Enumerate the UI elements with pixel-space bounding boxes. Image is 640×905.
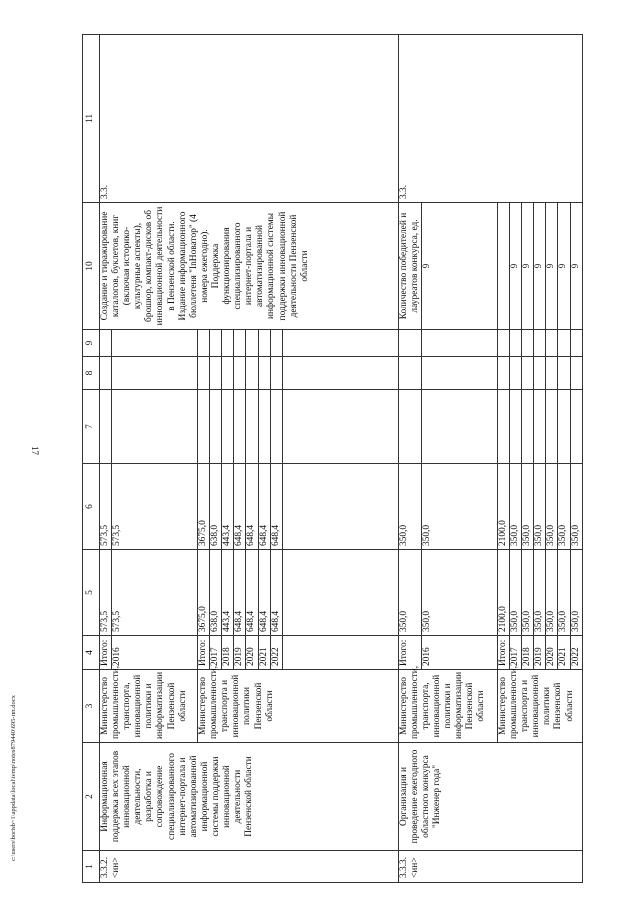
value-cell: 350,0 bbox=[522, 550, 534, 636]
item-name: Организация и проведение ежегодного областного конкурса "Инженер года" bbox=[398, 743, 582, 851]
empty-cell bbox=[210, 357, 222, 390]
indicator-value: 9 bbox=[421, 203, 497, 330]
header-cell: 4 bbox=[83, 636, 100, 670]
value-cell: 350,0 bbox=[398, 464, 421, 550]
page-number: 17 bbox=[30, 446, 40, 455]
year-cell: 2022 bbox=[270, 636, 282, 670]
empty-cell bbox=[421, 357, 497, 390]
empty-cell bbox=[282, 390, 398, 464]
empty-cell bbox=[546, 357, 558, 390]
empty-cell bbox=[112, 330, 198, 357]
value-cell: 350,0 bbox=[421, 464, 497, 550]
empty-cell bbox=[546, 390, 558, 464]
value-cell: 2100,0 bbox=[497, 550, 509, 636]
empty-cell bbox=[100, 390, 112, 464]
indicator: Количество победителей и лауреатов конкурса, ед. bbox=[398, 203, 421, 330]
rotated-page bbox=[82, 35, 597, 883]
empty-cell bbox=[198, 357, 210, 390]
empty-cell bbox=[100, 357, 112, 390]
header-cell: 1 bbox=[83, 851, 100, 883]
empty-cell bbox=[570, 390, 582, 464]
empty-cell bbox=[282, 550, 398, 636]
empty-cell bbox=[270, 357, 282, 390]
indicator-value: 9 bbox=[570, 203, 582, 330]
value-cell: 648,4 bbox=[270, 464, 282, 550]
value-cell: 648,4 bbox=[246, 464, 258, 550]
value-cell: 648,4 bbox=[258, 464, 270, 550]
empty-cell bbox=[522, 357, 534, 390]
empty-cell bbox=[398, 330, 421, 357]
item-number: 3.3.3. <ин> bbox=[398, 851, 582, 883]
value-cell: 573,5 bbox=[112, 550, 198, 636]
indicator-value: 9 bbox=[546, 203, 558, 330]
year-cell: 2016 bbox=[421, 636, 497, 670]
value-cell: 2100,0 bbox=[497, 464, 509, 550]
indicator-value: 9 bbox=[510, 203, 522, 330]
table-row bbox=[100, 35, 112, 883]
executor: Министерство промышленности, транспорта и инновационной политики Пензенской области bbox=[497, 670, 582, 743]
empty-cell bbox=[282, 464, 398, 550]
empty-cell bbox=[497, 357, 509, 390]
value-cell: 638,0 bbox=[210, 464, 222, 550]
empty-cell bbox=[510, 357, 522, 390]
value-cell: 350,0 bbox=[546, 464, 558, 550]
year-cell: Итого: bbox=[398, 636, 421, 670]
year-cell: Итого: bbox=[100, 636, 112, 670]
empty-cell bbox=[570, 357, 582, 390]
empty-cell bbox=[497, 203, 509, 330]
empty-cell bbox=[246, 330, 258, 357]
empty-cell bbox=[222, 390, 234, 464]
header-row bbox=[83, 35, 100, 883]
value-cell: 350,0 bbox=[398, 550, 421, 636]
empty-cell bbox=[282, 330, 398, 357]
value-cell: 350,0 bbox=[558, 464, 570, 550]
program-table bbox=[82, 34, 583, 883]
header-cell: 8 bbox=[83, 357, 100, 390]
year-cell: 2021 bbox=[258, 636, 270, 670]
empty-cell bbox=[198, 330, 210, 357]
item-number: 3.3.2. <ин> bbox=[100, 851, 399, 883]
year-cell: 2018 bbox=[222, 636, 234, 670]
empty-cell bbox=[246, 357, 258, 390]
value-cell: 350,0 bbox=[510, 464, 522, 550]
indicator: Создание и тиражирование каталогов, буклетов, книг (включая историко-культурные аспекты), брошюр, компакт-дисков об инновационной деятельности в Пензенской области. Издание информационного бюллетеня "InНоватор" (4 номера ежегодно). Поддержка функционирования специализированного интернет-портала и автоматизированной информационной системы поддержки инновационной деятельности Пензенской области bbox=[100, 203, 399, 330]
footer-file-path: c:\users\borisb~1\appdata\local\temp\notes879440\695-пп.docx bbox=[10, 695, 17, 861]
empty-cell bbox=[398, 390, 421, 464]
value-cell: 648,4 bbox=[246, 550, 258, 636]
link-cell: 3.3. bbox=[398, 35, 582, 203]
header-cell: 10 bbox=[83, 203, 100, 330]
link-cell: 3.3. bbox=[100, 35, 399, 203]
empty-cell bbox=[510, 390, 522, 464]
item-name: Информационная поддержка всех этапов инновационной деятельности, разработка и сопровождение специализированного интернет-портала и автоматизированной информационной системы поддержки инновационной деятельности Пензенской области bbox=[100, 743, 399, 851]
value-cell: 350,0 bbox=[421, 550, 497, 636]
indicator-value: 9 bbox=[522, 203, 534, 330]
indicator-value: 9 bbox=[534, 203, 546, 330]
value-cell: 3675,0 bbox=[198, 464, 210, 550]
executor: Министерство промышленности, транспорта и инновационной политики Пензенской области bbox=[198, 670, 399, 743]
header-cell: 5 bbox=[83, 550, 100, 636]
year-cell: 2017 bbox=[210, 636, 222, 670]
value-cell: 443,4 bbox=[222, 550, 234, 636]
empty-cell bbox=[558, 357, 570, 390]
executor: Министерство промышленности, транспорта, инновационной политики и информатизации Пензенской области bbox=[398, 670, 497, 743]
header-cell: 6 bbox=[83, 464, 100, 550]
empty-cell bbox=[270, 390, 282, 464]
header-cell: 11 bbox=[83, 35, 100, 203]
empty-cell bbox=[112, 390, 198, 464]
empty-cell bbox=[522, 330, 534, 357]
value-cell: 648,4 bbox=[234, 464, 246, 550]
empty-cell bbox=[258, 357, 270, 390]
year-cell: 2021 bbox=[558, 636, 570, 670]
empty-cell bbox=[497, 390, 509, 464]
empty-cell bbox=[522, 390, 534, 464]
empty-cell bbox=[497, 330, 509, 357]
value-cell: 573,5 bbox=[112, 464, 198, 550]
value-cell: 573,5 bbox=[100, 464, 112, 550]
empty-cell bbox=[234, 330, 246, 357]
empty-cell bbox=[421, 330, 497, 357]
value-cell: 648,4 bbox=[234, 550, 246, 636]
value-cell: 350,0 bbox=[558, 550, 570, 636]
empty-cell bbox=[534, 357, 546, 390]
value-cell: 573,5 bbox=[100, 550, 112, 636]
empty-cell bbox=[222, 330, 234, 357]
empty-cell bbox=[282, 357, 398, 390]
year-cell: 2016 bbox=[112, 636, 198, 670]
year-cell: 2019 bbox=[234, 636, 246, 670]
empty-cell bbox=[210, 390, 222, 464]
year-cell: Итого: bbox=[497, 636, 509, 670]
year-cell: 2020 bbox=[246, 636, 258, 670]
header-cell: 3 bbox=[83, 670, 100, 743]
year-cell: 2020 bbox=[546, 636, 558, 670]
value-cell: 350,0 bbox=[522, 464, 534, 550]
header-cell: 2 bbox=[83, 743, 100, 851]
year-cell: Итого: bbox=[198, 636, 210, 670]
empty-cell bbox=[510, 330, 522, 357]
empty-cell bbox=[534, 390, 546, 464]
table-row bbox=[398, 35, 421, 883]
empty-cell bbox=[112, 357, 198, 390]
empty-cell bbox=[234, 390, 246, 464]
empty-cell bbox=[282, 636, 398, 670]
year-cell: 2019 bbox=[534, 636, 546, 670]
empty-cell bbox=[234, 357, 246, 390]
value-cell: 648,4 bbox=[258, 550, 270, 636]
empty-cell bbox=[421, 390, 497, 464]
value-cell: 350,0 bbox=[510, 550, 522, 636]
empty-cell bbox=[210, 330, 222, 357]
empty-cell bbox=[100, 330, 112, 357]
year-cell: 2018 bbox=[522, 636, 534, 670]
empty-cell bbox=[534, 330, 546, 357]
value-cell: 350,0 bbox=[534, 550, 546, 636]
value-cell: 350,0 bbox=[570, 464, 582, 550]
empty-cell bbox=[398, 357, 421, 390]
value-cell: 350,0 bbox=[570, 550, 582, 636]
empty-cell bbox=[222, 357, 234, 390]
empty-cell bbox=[198, 390, 210, 464]
empty-cell bbox=[558, 330, 570, 357]
value-cell: 350,0 bbox=[534, 464, 546, 550]
value-cell: 3675,0 bbox=[198, 550, 210, 636]
empty-cell bbox=[570, 330, 582, 357]
value-cell: 350,0 bbox=[546, 550, 558, 636]
empty-cell bbox=[558, 390, 570, 464]
executor: Министерство промышленности, транспорта, инновационной политики и информатизации Пензенской области bbox=[100, 670, 198, 743]
empty-cell bbox=[258, 390, 270, 464]
value-cell: 638,0 bbox=[210, 550, 222, 636]
empty-cell bbox=[246, 390, 258, 464]
indicator-value: 9 bbox=[558, 203, 570, 330]
empty-cell bbox=[258, 330, 270, 357]
header-cell: 7 bbox=[83, 390, 100, 464]
value-cell: 648,4 bbox=[270, 550, 282, 636]
year-cell: 2022 bbox=[570, 636, 582, 670]
empty-cell bbox=[546, 330, 558, 357]
header-cell: 9 bbox=[83, 330, 100, 357]
value-cell: 443,4 bbox=[222, 464, 234, 550]
empty-cell bbox=[270, 330, 282, 357]
year-cell: 2017 bbox=[510, 636, 522, 670]
